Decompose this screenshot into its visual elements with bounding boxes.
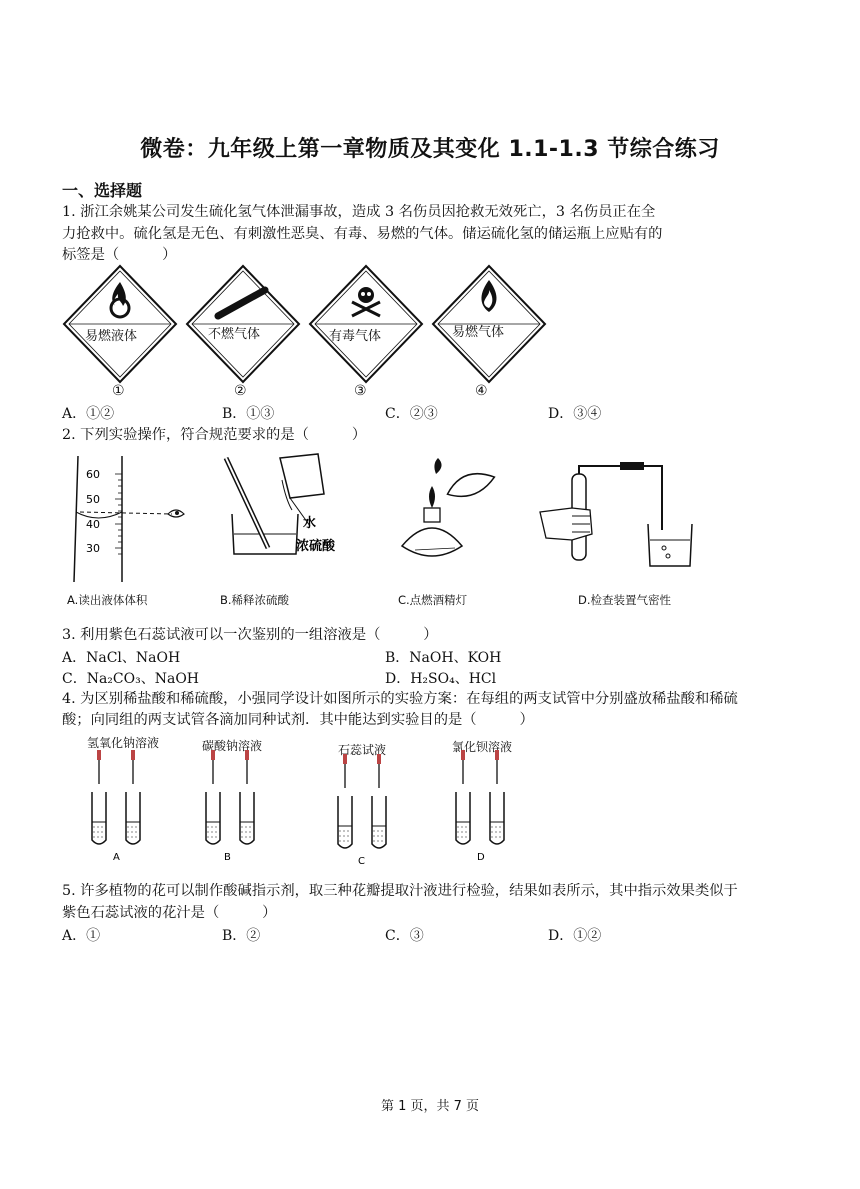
label-number-1: ①	[112, 383, 125, 399]
gas-cylinder-icon	[218, 290, 265, 316]
caption-b: B.稀释浓硫酸	[220, 593, 290, 607]
q3-option-c: C．Na₂CO₃、NaOH	[62, 671, 200, 687]
q3-option-a: A．NaCl、NaOH	[62, 650, 181, 666]
tube-pair-c	[338, 754, 386, 848]
page-title: 微卷：九年级上第一章物质及其变化 1.1-1.3 节综合练习	[140, 137, 720, 162]
caption-a: A.读出液体体积	[67, 593, 148, 607]
tube-letter-b: B	[224, 852, 231, 863]
label-number-2: ②	[234, 383, 247, 399]
tick-50: 50	[86, 493, 100, 506]
tick-30: 30	[86, 542, 100, 555]
q1-option-d: D．③④	[548, 406, 602, 422]
test-tubes-figure	[80, 748, 540, 867]
reagent-label-b: 碳酸钠溶液	[202, 739, 263, 753]
caption-d: D.检查装置气密性	[578, 593, 672, 607]
q5-option-c: C．③	[385, 928, 424, 944]
reagent-label-d: 氯化钡溶液	[452, 740, 513, 754]
tick-60: 60	[86, 468, 100, 481]
hazard-label-flammable-liquid	[64, 266, 176, 382]
label-text-3: 有毒气体	[329, 329, 382, 344]
q1-option-a: A．①②	[62, 406, 115, 422]
q3-text-line1: 3. 利用紫色石蕊试液可以一次鉴别的一组溶液是（ ）	[62, 627, 438, 643]
section-heading: 一、选择题	[62, 181, 143, 200]
q3-option-b: B．NaOH、KOH	[385, 650, 502, 666]
label-water: 水	[303, 516, 317, 531]
q4-text-line1: 4. 为区别稀盐酸和稀硫酸，小强同学设计如图所示的实验方案：在每组的两支试管中分别盛放稀盐酸和稀硫	[62, 691, 738, 707]
label-conc-sulfuric-acid: 浓硫酸	[296, 539, 336, 554]
page-footer: 第 1 页，共 7 页	[380, 1099, 480, 1114]
q1-option-c: C．②③	[385, 406, 438, 422]
q1-text-line1: 1. 浙江余姚某公司发生硫化氢气体泄漏事故，造成 3 名伤员因抢救无效死亡，3 名伤员正在全	[62, 204, 656, 220]
tube-letter-c: C	[358, 856, 365, 867]
skull-crossbones-icon	[352, 287, 380, 316]
q1-text-line3: 标签是（ ）	[62, 247, 177, 263]
tick-40: 40	[86, 518, 100, 531]
airtightness-check-diagram	[540, 462, 692, 566]
caption-c: C.点燃酒精灯	[398, 593, 468, 607]
q1-option-b: B．①③	[222, 406, 275, 422]
q4-text-line2: 酸；向同组的两支试管各滴加同种试剂．其中能达到实验目的是（ ）	[62, 712, 534, 728]
q5-option-a: A．①	[62, 928, 101, 944]
q3-option-d: D．H₂SO₄、HCl	[385, 671, 497, 687]
alcohol-lamp-diagram	[402, 458, 498, 556]
flame-icon	[481, 280, 496, 312]
tube-pair-b	[206, 750, 254, 844]
tube-pair-a	[92, 750, 140, 844]
reagent-label-a: 氢氧化钠溶液	[87, 736, 160, 750]
label-number-3: ③	[354, 383, 367, 399]
q5-text-line1: 5. 许多植物的花可以制作酸碱指示剂，取三种花瓣提取汁液进行检验，结果如表所示，其中指示效果类似于	[62, 883, 738, 899]
tube-letter-d: D	[477, 852, 485, 863]
tube-letter-a: A	[113, 852, 120, 863]
q5-option-d: D．①②	[548, 928, 602, 944]
q5-option-b: B．②	[222, 928, 261, 944]
label-text-1: 易燃液体	[85, 329, 138, 344]
hazard-label-toxic-gas	[310, 266, 422, 382]
q1-text-line2: 力抢救中。硫化氢是无色、有刺激性恶臭、有毒、易燃的气体。储运硫化氢的储运瓶上应贴有的	[62, 226, 663, 242]
label-text-2: 不燃气体	[208, 327, 261, 342]
label-number-4: ④	[475, 383, 488, 399]
q2-text-line1: 2. 下列实验操作，符合规范要求的是（ ）	[62, 427, 367, 443]
q5-text-line2: 紫色石蕊试液的花汁是（ ）	[62, 905, 277, 921]
label-text-4: 易燃气体	[452, 325, 505, 340]
tube-pair-d	[456, 750, 504, 844]
lab-operations-figure	[60, 450, 710, 590]
reagent-label-c: 石蕊试液	[338, 743, 387, 757]
